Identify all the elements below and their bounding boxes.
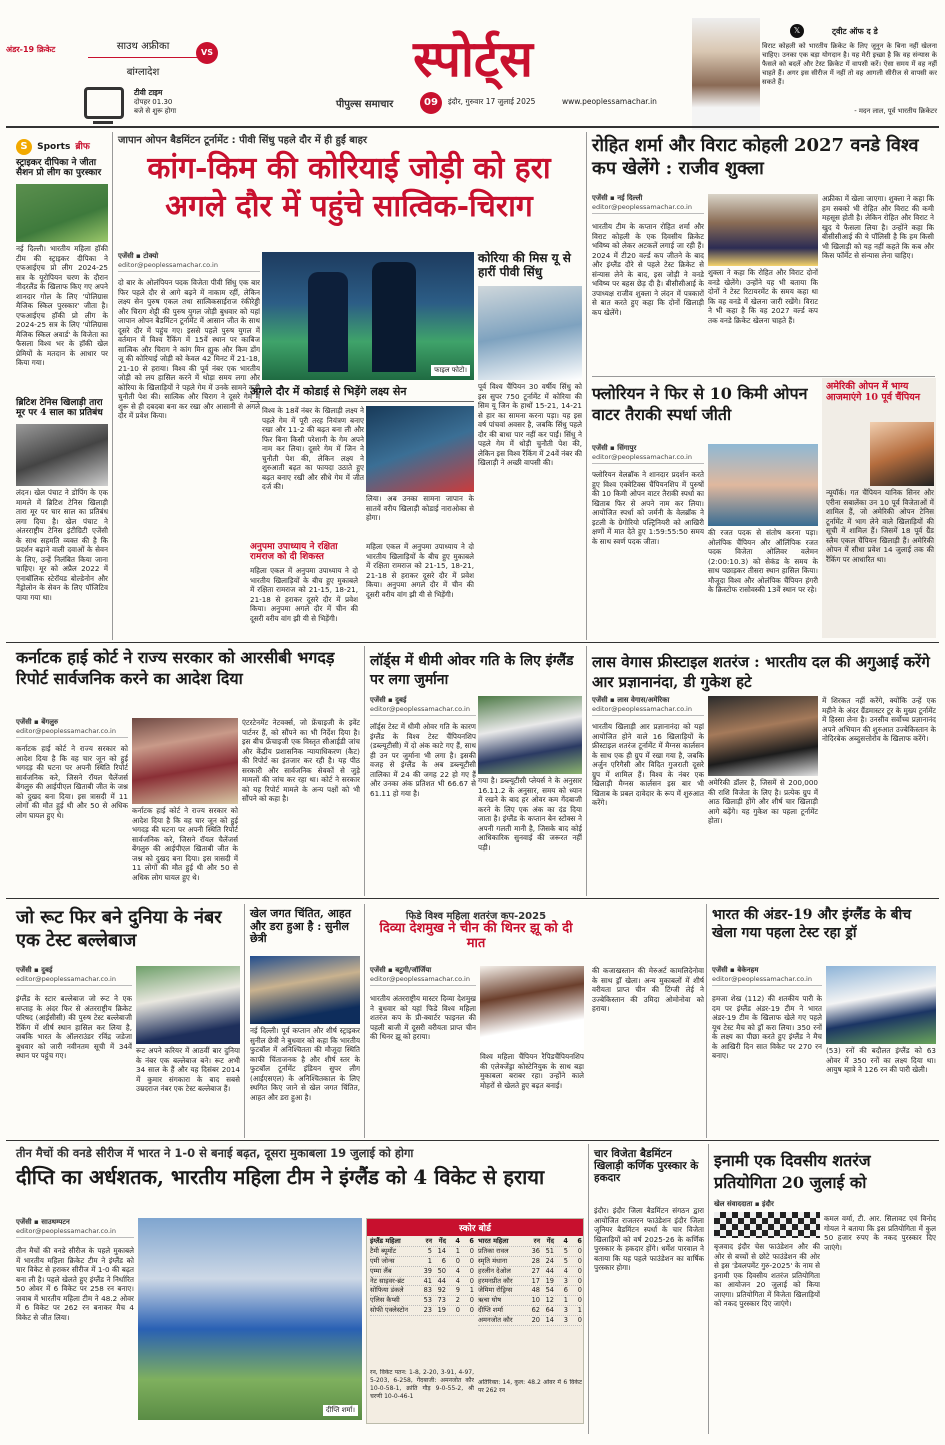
stat-cell: 1 (577, 1306, 582, 1315)
sindhu-photo (478, 286, 582, 380)
chess-email[interactable]: editor@peoplessamachar.co.in (592, 705, 704, 716)
karnik-body: इंदौर। इंदौर जिला बैडमिंटन संगठन द्वारा आयोजित राजतरन फाउंडेशन इंदौर जिला जूनियर बैडमिंटन स्पर्धा के चार विजेता खिलाड़ियों को वर्ष 2025-26 के कर्णिक पुरस्कार के हकदार होंगे। धर्मेश पारवाल ने बताया कि यह पहले फाउंडेशन का वार्षिक पुरस्कार होगा। (594, 1206, 704, 1272)
stat-cell: 0 (455, 1306, 460, 1315)
sindhu-headline: कोरिया की मिस यू से हारीं पीवी सिंधु (478, 251, 571, 279)
fixture-team2: बांग्लादेश (126, 67, 160, 78)
rajeev-shukla-photo (708, 194, 818, 266)
stat-cell: 24 (545, 1256, 554, 1265)
u19-team-photo (826, 966, 936, 1044)
brief2-body: लंदन। खेल पंचाट ने डोपिंग के एक मामले में ब्रिटिश टेनिस खिलाड़ी तारा मूर पर चार साल का प्रतिबंध लगा दिया है। खेल पंचाट ने अंतरराष्ट्रीय टेनिस इंटीग्रिटी एजेंसी के साथ सहमति व्यक्त की है कि प्रदर्शन बढ़ाने वाली दवाओं के सेवन के लिए, उन्हें निलंबित किया जाना चाहिए। मूर को अप्रैल 2022 में एनाबॉलिक स्टेरॉयड बोल्डेनोन और नैंड्रोलोन के सेवन के लिए पॉजिटिव पाया गया था। (16, 488, 108, 602)
x-logo-icon: 𝕏 (790, 24, 804, 38)
tweet-label: ट्वीट ऑफ द डे (832, 27, 878, 36)
brief-tag: Sports (37, 142, 71, 152)
indore-chess-byline: खेल संवाददाता (714, 1200, 753, 1208)
player-name: हरलीन देओल (478, 1266, 511, 1275)
stat-cell: 3 (563, 1276, 568, 1285)
stat-cell: रन (533, 1237, 540, 1245)
stat-cell: 0 (577, 1316, 582, 1325)
divya-kicker: फिडे विश्व महिला शतरंज कप-2025 (405, 911, 547, 922)
player-name: दीप्ति शर्मा (478, 1306, 503, 1315)
score-row (370, 1277, 474, 1287)
divya-body2: विश्व महिला चैंपियन रैपिडचैंपियनशिप की एलेक्जेंड्रा कोस्टेनियुक के साथ बड़ा मुकाबला बराबर रहा। उन्होंने काले मोहरों से खेलते हुए बढ़त बनाई। (480, 1052, 584, 1090)
divya-email[interactable]: editor@peoplessamachar.co.in (370, 975, 476, 986)
divya-deshmukh-photo (480, 966, 584, 1050)
florian-body: फ्लोरियन वेलब्रॉक ने शानदार प्रदर्शन करते हुए विश्व एक्वेटिक्स चैंपियनशिप में पुरुषों की 10 किमी ओपन वाटर तैराकी स्पर्धा का खिताब फिर से अपने नाम कर लिया। आयोजित स्पर्धा को जर्मनी के वेलब्रॉक ने इटली के ग्रेगोरियो पल्ट्रिनियरी को आखिरी क्षणों में मात देते हुए 1:59:55:50 समय के साथ स्वर्ण पदक जीता। (592, 470, 704, 546)
stat-cell: 83 (423, 1286, 432, 1295)
deepti-sharma-photo (138, 1218, 362, 1420)
deepti-byline: एजेंसी (16, 1218, 32, 1226)
score-row (478, 1286, 582, 1296)
col-divider (244, 904, 245, 1138)
karnataka-body2: एंटरटेनमेंट नेटवर्क्स, जो फ्रेंचाइजी के इवेंट पार्टनर हैं, को सौंपने का भी निर्देश दिया है। इस बीच फ्रेंचाइजी एक विस्तृत सीआईडी जांच और केंद्रीय प्रशासनिक न्यायाधिकरण (कैट) की रिपोर्ट का इंतजार कर रही है। यह पीठ सरकारी और सार्वजनिक सेवकों से जुड़े मामलों की जांच कर रहा था। कोर्ट ने सरकार को यह रिपोर्ट मामले के अन्य पक्षों को भी सौंपने को कहा है। (242, 718, 360, 803)
chess-byline-block: एजेंसी ▪ लास वेगास/अमेरिका editor@peoplessamachar.co.in (592, 696, 704, 719)
stat-cell: 4 (563, 1237, 568, 1245)
chhetri-body: नई दिल्ली। पूर्व कप्तान और शीर्ष स्ट्राइकर सुनील छेत्री ने बुधवार को कहा कि भारतीय फुटबॉल में अनिश्चितता की मौजूदा स्थिति काफी चिंताजनक है और शीर्ष स्तर के फुटबॉल टूर्नामेंट इंडियन सुपर लीग (आईएसएल) के अनिश्चितकाल के लिए स्थगित किए जाने से खेल जगत चिंतित, आहत और डरा हुआ है। (250, 1026, 360, 1102)
lakshya-body: विश्व के 18वें नंबर के खिलाड़ी लक्ष्य ने पहले गेम में पूरी तरह नियंत्रण बनाए रखा और 11-2 की बढ़त बना ली और फिर बिना किसी परेशानी के गेम अपने नाम कर लिया। दूसरे गेम में जिन ने चुनौती पेश की, लेकिन लक्ष्य ने शुरुआती बढ़त का फायदा उठाते हुए बढ़त बनाए रखी और सीधे गेम में जीत दर्ज की। (262, 406, 364, 491)
stat-cell: 3 (563, 1306, 568, 1315)
indore-chess-byline-block: खेल संवाददाता ▪ इंदौर (714, 1200, 774, 1208)
badminton-photo-credit: फाइल फोटो। (431, 365, 470, 376)
stat-cell: 0 (577, 1266, 582, 1275)
player-name: एमी जोन्स (370, 1256, 395, 1265)
score-header-row (478, 1237, 582, 1247)
indore-chess-headline: इनामी एक दिवसीय शतरंज प्रतियोगिता 20 जुलाई को (714, 1151, 871, 1192)
divya-byline: एजेंसी (370, 966, 386, 974)
stat-cell: 0 (469, 1296, 474, 1305)
player-name: स्मृति मंधाना (478, 1256, 508, 1265)
africa-body: न्यूयॉर्क। गत चैंपियन यानिक सिनर और एरीना सबालेंका उन 10 पूर्व विजेताओं में शामिल हैं, जो अमेरिकी ओपन टेनिस टूर्नामेंट में भाग लेने वाले खिलाड़ियों की सूची में शामिल हैं। जिसमें 18 पूर्व ग्रैंड स्लैम एकल चैंपियन खिलाड़ी हैं। अमेरिकी ओपन में सीधा प्रवेश 14 जुलाई तक की रैंकिंग पर आधारित था। (826, 488, 934, 564)
stat-cell: 0 (577, 1296, 582, 1305)
lakshya-sen-photo (366, 406, 474, 492)
africa-headline: अमेरिकी ओपन में भाग्य आजमाएंगे 10 पूर्व चैंपियन (826, 381, 920, 403)
tweet-box (762, 22, 937, 130)
score-row (478, 1257, 582, 1267)
florian-body2: की रजत पदक से संतोष करना पड़ा। ओलंपिक चैंपियन और ऑलिंपिक रजत पदक विजेता ओलिवर वलेमन (2:00:10.3) को सेकंड के समय के साथ पछाड़कर तीसरा स्थान हासिल किया। मौजूदा विश्व और ओलंपिक चैंपियन हंगरी के क्रिस्टोफ रासोवस्की 13वें स्थान पर रहे। (708, 528, 818, 594)
stat-cell: 12 (545, 1296, 554, 1305)
stat-cell: 9 (455, 1286, 460, 1295)
karnataka-email[interactable]: editor@peoplessamachar.co.in (16, 727, 128, 738)
score-row (478, 1267, 582, 1277)
col-divider (706, 904, 707, 1138)
karnik-headline: चार विजेता बैडमिंटन खिलाड़ी कर्णिक पुरस्कार के हकदार (594, 1148, 699, 1185)
brief-tag2: ब्रीफ (75, 142, 90, 152)
score-row (370, 1247, 474, 1257)
stat-cell: 50 (437, 1266, 446, 1275)
scoreboard-india (478, 1237, 582, 1326)
chess-body2: अमेरिकी डॉलर है, जिसमें से 200,000 की राशि विजेता के लिए है। प्रत्येक ग्रुप में आठ खिलाड़ी होंगे और शीर्ष चार खिलाड़ी आगे बढ़ेंगे। यह गुकेश का पहला टूर्नामेंट होता। (708, 778, 818, 825)
stat-cell: 0 (455, 1256, 460, 1265)
stat-cell: गेंद (438, 1237, 446, 1245)
chessboard-image (714, 1212, 820, 1238)
stat-cell: 0 (469, 1246, 474, 1255)
score-row (370, 1257, 474, 1267)
joe-root-photo (136, 966, 240, 1044)
stat-cell: 54 (545, 1286, 554, 1295)
badminton-place: टोक्यो (143, 252, 159, 260)
florian-headline: फ्लोरियन ने फिर से 10 किमी ओपन वाटर तैराकी स्पर्धा जीती (592, 384, 808, 424)
masthead-rule (6, 126, 939, 128)
stat-cell: 5 (427, 1246, 432, 1255)
player-name: भारत महिला (478, 1237, 509, 1245)
col-divider (588, 1144, 589, 1434)
badminton-headline: कांग-किम की कोरियाई जोड़ी को हरा अगले दौर में पहुंचे सात्विक-चिराग (147, 151, 551, 225)
karnataka-byline: एजेंसी (16, 718, 32, 726)
indore-chess-body2: कमल वर्मा, टी. आर. सिलावट एवं विनोद गोयल ने बताया कि इस प्रतियोगिता में कुल 50 हजार रुपए के नकद पुरस्कार दिए जाएंगे। (824, 1214, 936, 1252)
lakshya-headline: अगले दौर में कोडाई से भिड़ेंगे लक्ष्य सेन (250, 386, 474, 402)
score-row (478, 1316, 582, 1326)
stat-cell: 36 (531, 1246, 540, 1255)
stat-cell: 6 (469, 1237, 474, 1245)
stat-cell: 14 (437, 1246, 446, 1255)
stat-cell: 6 (577, 1237, 582, 1245)
tv-label: टीवी टाइम (134, 88, 163, 97)
florian-byline: एजेंसी (592, 444, 608, 452)
stat-cell: 39 (423, 1266, 432, 1275)
u19-byline-block: एजेंसी ▪ बेकेनहम editor@peoplessamachar.co.in (712, 966, 822, 989)
masthead-title: स्पोर्ट्स (413, 29, 533, 88)
fixture-box (6, 34, 306, 129)
stat-cell: 4 (455, 1266, 460, 1275)
lords-body: लॉर्ड्स टेस्ट में धीमी ओवर गति के कारण इंग्लैंड के विश्व टेस्ट चैंपियनशिप (डब्ल्यूटीसी) में दो अंक काटे गए हैं, साथ ही उन पर जुर्माना भी लगा है। इसकी वजह से इंग्लैंड के अब डब्ल्यूटीसी तालिका में 24 की जगह 22 हो गए हैं और उनका अंक प्रतिशत भी 66.67 से 61.11 हो गया है। (370, 722, 476, 798)
rohit-body: भारतीय टीम के कप्तान रोहित शर्मा और विराट कोहली के एक दिवसीय क्रिकेट भविष्य को लेकर अटकलें लगाई जा रही हैं। 2024 में टी20 वर्ल्ड कप जीतने के बाद और इंग्लैंड दौरे से पहले टेस्ट क्रिकेट से संन्यास लेने के बाद, इस जोड़ी ने वनडे भविष्य पर बहस छेड़ दी है। बीसीसीआई के उपाध्यक्ष राजीव शुक्ला ने लंदन में पत्रकारों से बात करते हुए कहा कि दोनों खिलाड़ी कप खेलेंगे। (592, 222, 704, 317)
rohit-byline: एजेंसी (592, 194, 608, 202)
divya-body3: की कजाखस्तान की मेरुअर्ट कामलिदेनोवा के साथ ड्रॉ खेला। अन्य मुकाबलों में शीर्ष वरीयता प्राप्त चीन की टिंग्जी लेई ने उज्बेकिस्तान की उमिदा ओमोनोवा को हराया। (592, 966, 704, 1013)
florian-byline-block: एजेंसी ▪ सिंगापुर editor@peoplessamachar.co.in (592, 444, 704, 467)
root-place: दुबई (41, 966, 53, 974)
tara-moore-photo (16, 424, 108, 486)
stat-cell: 62 (531, 1306, 540, 1315)
stat-cell: गेंद (546, 1237, 554, 1245)
score-row (478, 1296, 582, 1306)
brief-headline: स्ट्राइकर दीपिका ने जीता सैशन प्रो लीग का पुरस्कार (16, 158, 102, 179)
karnataka-place: बेंगलुरु (41, 718, 59, 726)
player-name: नेट साइवर-ब्रंट (370, 1276, 405, 1285)
paper-name: पीपुल्स समाचार (336, 99, 394, 110)
lords-email[interactable]: editor@peoplessamachar.co.in (370, 705, 476, 716)
stat-cell: 10 (531, 1296, 540, 1305)
chess-place: लास वेगास/अमेरिका (617, 696, 670, 704)
col-divider (364, 904, 365, 1138)
u19-body: हमजा शेख (112) की शतकीय पारी के दम पर इंग्लैंड अंडर-19 टीम ने भारत अंडर-19 टीम के खिलाफ खेले गए पहले यूथ टेस्ट मैच को ड्रॉ करा लिया। 350 रनों के लक्ष्य का पीछा करते हुए इंग्लैंड ने मैच के आखिरी दिन सात विकेट पर 270 रन बनाए। (712, 994, 822, 1060)
deepti-place: साउथम्पटन (41, 1218, 70, 1226)
stat-cell: 2 (455, 1296, 460, 1305)
stat-cell: 6 (441, 1256, 446, 1265)
col-divider (364, 646, 365, 896)
sports-s-icon: S (16, 139, 32, 155)
stat-cell: 19 (545, 1276, 554, 1285)
stat-cell: 1 (455, 1246, 460, 1255)
player-name: सोफिया डंकले (370, 1286, 404, 1295)
karnataka-body: कर्नाटक हाई कोर्ट ने राज्य सरकार को आदेश दिया है कि वह चार जून को हुई भगदड़ की घटना पर अपनी स्थिति रिपोर्ट सार्वजनिक करे, जिसने रॉयल चैलेंजर्स बेंगलुरु की आईपीएल खिताबी जीत के जश्न को दुखद बना दिया। इस त्रासदी में 11 लोगों की मौत हुई थी और 50 से अधिक लोग घायल हुए थे। (16, 744, 128, 820)
stat-cell: 0 (469, 1256, 474, 1265)
stat-cell: 0 (577, 1286, 582, 1295)
rohit-headline: रोहित शर्मा और विराट कोहली 2027 वनडे विश्व कप खेलेंगे : राजीव शुक्ला (592, 135, 919, 180)
stat-cell: 20 (531, 1316, 540, 1325)
score-row (370, 1306, 474, 1316)
stat-cell: 44 (437, 1276, 446, 1285)
divya-place: बटुमी/जॉर्जिया (395, 966, 432, 974)
anupama-headline: अनुपमा उपाध्याय ने रक्षिता रामराज को दी शिकस्त (250, 542, 338, 563)
root-email[interactable]: editor@peoplessamachar.co.in (16, 975, 132, 986)
stat-cell: 1 (469, 1286, 474, 1295)
stat-cell: 5 (563, 1256, 568, 1265)
tweet-author: - मदन लाल, पूर्व भारतीय क्रिकेटर (854, 107, 937, 115)
stat-cell: 1 (427, 1256, 432, 1265)
scoreboard-right-extra: अतिरिक्त: 14, कुल: 48.2 ओवर में 6 विकेट पर 262 रन (478, 1379, 582, 1394)
tweet-text: विराट कोहली को भारतीय क्रिकेट के लिए जूनून के बिना नहीं खेलना चाहिए। उनका एक बड़ा योगदान है। यह मेरी इच्छा है कि वह संन्यास के फैसले को बदलें और टेस्ट क्रिकेट में वापसी करें। ऐसा समय में वह नहीं चाहते हैं। अगर इस सीरीज में नहीं तो वह आगली सीरीज से वापसी कर सकते हैं। (762, 42, 937, 86)
chess-headline: लास वेगास फ्रीस्टाइल शतरंज : भारतीय दल की अगुआई करेंगे आर प्रज्ञानानंदा, डी गुकेश हटे (592, 653, 930, 692)
stat-cell: 0 (469, 1266, 474, 1275)
lords-body2: गया है। डब्ल्यूटीसी प्लेयर्स ने के अनुसार 16.11.2 के अनुसार, समय को ध्यान में रखने के बाद हर ओवर कम गेंदबाजी करने के लिए एक अंक का दंड दिया जाता है। इंग्लैंड के कप्तान बेन स्टोक्स ने अपनी गलती मानी है, जिसके बाद कोई आधिकारिक सुनवाई की जरूरत नहीं पड़ी। (478, 776, 582, 852)
col-divider (586, 132, 587, 640)
player-name: ऋचा घोष (478, 1296, 502, 1305)
indore-chess-place: इंदौर (762, 1200, 774, 1208)
chess-body3: में शिरकत नहीं करेंगे, क्योंकि उन्हें एक महीने के अंदर ग्रैंडमास्टर टूर के मुख्य टूर्नामेंट में हिस्सा लेना है। उनसीव सर्वोच्च प्रज्ञानानंद अपने अभियान की शुरुआत उज्बेकिस्तान के नोदिरबेक अब्दुसत्तोरोव के खिलाफ करेंगे। (822, 696, 936, 743)
stat-cell: रन (425, 1237, 432, 1245)
badminton-kicker: जापान ओपन बैडमिंटन टूर्नामेंट : पीवी सिंधु पहले दौर में ही हुईं बाहर (118, 135, 367, 146)
chess-body: भारतीय खिलाड़ी आर प्रज्ञानानंदा को यहां आयोजित होने वाले 16 खिलाड़ियों के फ्रीस्टाइल शतरंज टूर्नामेंट में मैग्नस कार्लसन के साथ एक ही ग्रुप में रखा गया है, जबकि अर्जुन एरिगैसी और विदित गुजराती दूसरे ग्रुप में शामिल हैं। विश्व के नंबर एक खिलाड़ी मैग्नस कार्लसन इस बार भी खिताब के प्रबल दावेदार के रूप में शुरुआत करेंगे। (592, 722, 704, 807)
england-team-photo (478, 696, 582, 774)
tv-icon (84, 87, 124, 119)
score-header-row (370, 1237, 474, 1247)
florian-place: सिंगापुर (617, 444, 637, 452)
deepti-byline-block: एजेंसी ▪ साउथम्पटन editor@peoplessamachar.co.in (16, 1218, 134, 1241)
stat-cell: 0 (469, 1306, 474, 1315)
score-row (370, 1296, 474, 1306)
scoreboard (366, 1218, 584, 1424)
player-name: टैमी ब्यूमोंट (370, 1246, 397, 1255)
tv-time2: बजे से शुरू होगा (134, 107, 177, 115)
u19-byline: एजेंसी (712, 966, 728, 974)
stat-cell: 14 (545, 1316, 554, 1325)
badminton-byline-block: एजेंसी ▪ टोक्यो editor@peoplessamachar.co.in (118, 252, 260, 275)
stat-cell: 4 (455, 1237, 460, 1245)
player-name: प्रतिका रावल (478, 1246, 509, 1255)
root-byline-block: एजेंसी ▪ दुबई editor@peoplessamachar.co.in (16, 966, 132, 989)
stampede-photo (132, 718, 238, 804)
stat-cell: 53 (423, 1296, 432, 1305)
stat-cell: 17 (531, 1276, 540, 1285)
stat-cell: 19 (437, 1306, 446, 1315)
lords-byline: एजेंसी (370, 696, 386, 704)
stat-cell: 48 (531, 1286, 540, 1295)
score-row (370, 1267, 474, 1277)
section-rule (6, 642, 939, 643)
africa-sidebar (822, 378, 936, 638)
indore-chess-body: बृजवाद इंदौर चेस फाउंडेशन और की ओर से बच्चों से छोटे फाउंडेशन की ओर से इस 'डेवलपमेंट गुरु-2025' के नाम से इनामी एक दिवसीय शतरंज प्रतियोगिता का आयोजन 20 जुलाई को किया जाएगा। प्रतियोगिता में विजेता खिलाड़ियों को नकद पुरस्कार दिए जाएंगे। (714, 1242, 820, 1308)
stat-cell: 73 (437, 1296, 446, 1305)
col-divider (708, 1144, 709, 1434)
root-headline: जो रूट फिर बने दुनिया के नंबर एक टेस्ट बल्लेबाज (16, 907, 222, 952)
stat-cell: 6 (563, 1286, 568, 1295)
player-name: जेमिमा रोड्रिग्स (478, 1286, 513, 1295)
brief-body: नई दिल्ली। भारतीय महिला हॉकी टीम की स्ट्राइकर दीपिका ने एफआईएच प्रो लीग 2024-25 सत्र के यूरोपियन चरण के दौरान नीदरलैंड के खिलाफ किए गए अपने शानदार गोल के लिए 'पोलिग्रास मैजिक स्किल पुरस्कार' जीता है। एफआईएच हॉकी प्रो लीग के 2024-25 सत्र के लिए 'पोलिग्रास मैजिक स्किल अवार्ड' के विजेता का फैसला विश्व भर के हॉकी खेल प्रेमियों के मतदान के आधार पर किया गया। (16, 244, 108, 367)
karnataka-byline-block: एजेंसी ▪ बेंगलुरु editor@peoplessamachar.co.in (16, 718, 128, 741)
col-divider (112, 132, 113, 640)
scoreboard-title: स्कोर बोर्ड (367, 1219, 583, 1236)
player-name: हरमनप्रीत कौर (478, 1276, 513, 1285)
rohit-email[interactable]: editor@peoplessamachar.co.in (592, 203, 704, 214)
stat-cell: 44 (545, 1266, 554, 1275)
deepika-photo (16, 184, 108, 242)
divya-body: भारतीय अंतरराष्ट्रीय मास्टर दिव्या देशमुख ने बुधवार को यहां फिडे विश्व महिला शतरंज कप के प्री-क्वार्टर फाइनल की पहली बाजी में दूसरी वरीयता प्राप्त चीन की थिनर झू को हराया। (370, 994, 476, 1041)
divya-byline-block: एजेंसी ▪ बटुमी/जॉर्जिया editor@peoplessamachar.co.in (370, 966, 476, 989)
stat-cell: 4 (563, 1266, 568, 1275)
fixture-label: अंडर-19 क्रिकेट (6, 45, 56, 54)
stat-cell: 27 (531, 1266, 540, 1275)
score-row (478, 1306, 582, 1316)
u19-body2: (53) रनों की बदौलत इंग्लैंड को 63 ओवर में 350 रनों का लक्ष्य दिया था। आयुष म्हात्रे ने 126 रन की पारी खेली। (826, 1046, 936, 1074)
chhetri-headline: खेल जगत चिंतित, आहत और डरा हुआ है : सुनील छेत्री (250, 907, 351, 946)
section-rule (6, 1140, 939, 1141)
badminton-byline: एजेंसी (118, 252, 134, 260)
stat-cell: 0 (469, 1276, 474, 1285)
root-body2: रूट अपने करियर में आठवीं बार दुनिया के नंबर एक बल्लेबाज बने। रूट अभी 34 साल के हैं और यह दिसंबर 2014 में कुमार संगकारा के बाद सबसे उम्रदराज नंबर एक टेस्ट बल्लेबाज हैं। (136, 1046, 240, 1093)
deepti-email[interactable]: editor@peoplessamachar.co.in (16, 1227, 134, 1238)
karnataka-headline: कर्नाटक हाई कोर्ट ने राज्य सरकार को आरसीबी भगदड़ रिपोर्ट सार्वजनिक करने का आदेश दिया (16, 648, 335, 688)
score-row (478, 1247, 582, 1257)
stat-cell: 1 (563, 1296, 568, 1305)
stat-cell: 0 (577, 1276, 582, 1285)
score-row (370, 1286, 474, 1296)
vs-badge: VS (196, 42, 218, 64)
sinner-photo (870, 422, 934, 486)
u19-place: बेकेनहम (737, 966, 759, 974)
deepti-photo-credit: दीप्ति शर्मा। (323, 1405, 358, 1416)
stat-cell: 28 (531, 1256, 540, 1265)
deepti-kicker: तीन मैचों की वनडे सीरीज में भारत ने 1-0 से बनाई बढ़त, दूसरा मुकाबला 19 जुलाई को होगा (16, 1146, 414, 1160)
website[interactable]: www.peoplessamachar.in (562, 97, 657, 106)
divya-headline: दिव्या देशमुख ने चीन की थिनर झू को दी मात (379, 921, 573, 951)
brief2-headline: ब्रिटिश टेनिस खिलाड़ी तारा मूर पर 4 साल का प्रतिबंध (16, 398, 103, 419)
stat-cell: 3 (563, 1316, 568, 1325)
stat-cell: 41 (423, 1276, 432, 1285)
madan-lal-photo (692, 18, 760, 130)
badminton-body: दो बार के ओलंपियन पदक विजेता पीवी सिंधु एक बार फिर पहले दौर से आगे बढ़ने में नाकाम रहीं, लेकिन लक्ष्य सेन पुरुष एकल तथा सात्विकसाईराज रंकीरेड्डी और चिराग शेट्टी की पुरुष युगल जोड़ी बुधवार को यहां जापान ओपन बैडमिंटन टूर्नामेंट में आसान जीत के साथ दूसरे दौर में पहुंच गए। इससे पहले पुरुष युगल में वर्तमान में विश्व रैंकिंग में 15वें स्थान पर काबिज सात्विक और चिराग ने कांग मिन ह्युक और किम डोंग जू की कोरियाई जोड़ी को केवल 42 मिनट में 21-18, 21-10 से हराया। विश्व की पूर्व नंबर एक भारतीय जोड़ी को लय हासिल करने में थोड़ा समय लगा और कोरिया के खिलाड़ियों ने पहले गेम में उनके सामने कड़ी चुनौती पेश की। सात्विक और चिराग ने दूसरे गेम में शुरू से ही दबदबा बना कर रखा और आसानी से अगले दौर में प्रवेश किया। (118, 278, 260, 420)
stat-cell: 92 (437, 1286, 446, 1295)
page-number: 09 (420, 92, 442, 114)
florian-photo (708, 444, 818, 526)
player-name: इंग्लैंड महिला (370, 1237, 401, 1245)
root-body: इंग्लैंड के स्टार बल्लेबाज जो रूट ने एक सप्ताह के अंदर फिर से अंतरराष्ट्रीय क्रिकेट परिषद (आईसीसी) की पुरुष टेस्ट बल्लेबाजी रैंकिंग में शीर्ष स्थान हासिल कर लिया है, जबकि भारत के ऑलराउंडर रविंद्र जडेजा बुधवार को जारी नवीनतम सूची में 34वें स्थान पर पहुंच गए। (16, 994, 132, 1060)
fixture-team1: साउथ अफ्रीका (88, 34, 198, 58)
stat-cell: 4 (455, 1276, 460, 1285)
section-rule (592, 376, 935, 377)
lakshya-body2: लिया। अब उनका सामना जापान के सातवें वरीय खिलाड़ी कोडाई नाराओका से होगा। (366, 494, 474, 522)
rohit-byline-block: एजेंसी ▪ नई दिल्ली editor@peoplessamachar.co.in (592, 194, 704, 217)
deepti-body: तीन मैचों की वनडे सीरीज के पहले मुकाबले में भारतीय महिला क्रिकेट टीम ने इंग्लैंड को चार विकेट से हराकर सीरीज में 1-0 की बढ़त बना ली है। पहले खेलते हुए इंग्लैंड ने निर्धारित 50 ओवर में 6 विकेट पर 258 रन बनाए। जवाब में भारतीय महिला टीम ने 48.2 ओवर में 6 विकेट पर 262 रन बनाकर मैच 4 विकेट से जीत लिया। (16, 1246, 134, 1322)
rohit-body2: शुक्ला ने कहा कि रोहित और विराट दोनों वनडे खेलेंगे। उन्होंने यह भी बताया कि दोनों ने टेस्ट रिटायरमेंट के समय कहा था कि वह वनडे में खेलना जारी रखेंगे। विराट ने भी कहा है कि वह 2027 वर्ल्ड कप तक वनडे क्रिकेट खेलना चाहते हैं। (708, 268, 818, 325)
chess-byline: एजेंसी (592, 696, 608, 704)
player-name: एलिस कैप्सी (370, 1296, 400, 1305)
stat-cell: 23 (423, 1306, 432, 1315)
satwik-chirag-photo (262, 252, 474, 380)
col-divider (586, 646, 587, 896)
player-name: अमनजोत कौर (478, 1316, 513, 1325)
dateline: इंदौर, गुरुवार 17 जुलाई 2025 (448, 97, 536, 106)
florian-email[interactable]: editor@peoplessamachar.co.in (592, 453, 704, 464)
tv-time: दोपहर 01.30 (134, 98, 173, 106)
stat-cell: 0 (577, 1256, 582, 1265)
lords-headline: लॉर्ड्स में धीमी ओवर गति के लिए इंग्लैंड पर लगा जुर्माना (370, 653, 574, 688)
stat-cell: 5 (563, 1246, 568, 1255)
anupama-body: महिला एकल में अनुपमा उपाध्याय ने दो भारतीय खिलाड़ियों के बीच हुए मुकाबले में रक्षिता रामराज को 21-15, 18-21, 21-18 से हराकर दूसरे दौर में प्रवेश किया। अनुपमा अगले दौर में चीन की दूसरी वरीय वांग झी यी से भिड़ेंगी। (250, 566, 358, 623)
badminton-body-cont: महिला एकल में अनुपमा उपाध्याय ने दो भारतीय खिलाड़ियों के बीच हुए मुकाबले में रक्षिता रामराज को 21-15, 18-21, 21-18 से हराकर दूसरे दौर में प्रवेश किया। अनुपमा अगले दौर में चीन की दूसरी वरीय वांग झी यी से भिड़ेंगी। (366, 542, 474, 599)
deepti-headline: दीप्ति का अर्धशतक, भारतीय महिला टीम ने इंग्लैंड को 4 विकेट से हराया (16, 1165, 545, 1189)
score-row (478, 1277, 582, 1287)
stat-cell: 64 (545, 1306, 554, 1315)
rohit-body3: अफ्रीका में खेला जाएगा। शुक्ला ने कहा कि हम सबको भी रोहित और विराट की कमी महसूस होती है। लेकिन रोहित और विराट ने खुद ये फैसला लिया है। उन्होंने कहा कि बीसीसीआई की ये पॉलिसी है कि हम किसी भी खिलाड़ी को यह नहीं कहते कि कब और किस फॉर्मेट से संन्यास लेना चाहिए। (822, 194, 934, 260)
praggnanandhaa-photo (708, 696, 818, 776)
badminton-email[interactable]: editor@peoplessamachar.co.in (118, 261, 260, 272)
lords-place: दुबई (395, 696, 407, 704)
scoreboard-left-extra: रन, विकेट पतन: 1-8, 2-20, 3-91, 4-97, 5-203, 6-258, गेंदबाजी: अमनजोत कौर 10-0-58-1, क्रांति गौड़ 9-0-55-2, श्री चरणी 10-0-46-1 (370, 1369, 474, 1400)
player-name: सोफी एक्लेस्टोन (370, 1306, 409, 1315)
brief-header (16, 134, 108, 182)
section-rule (6, 898, 939, 899)
karnataka-body-cont: कर्नाटक हाई कोर्ट ने राज्य सरकार को आदेश दिया है कि वह चार जून को हुई भगदड़ की घटना पर अपनी स्थिति रिपोर्ट सार्वजनिक करे, जिसने रॉयल चैलेंजर्स बेंगलुरु की आईपीएल खिताबी जीत के जश्न को दुखद बना दिया। इस त्रासदी में 11 लोगों की मौत हुई थी और 50 से अधिक लोग घायल हुए थे। (132, 806, 238, 882)
scoreboard-england (370, 1237, 474, 1316)
stat-cell: 0 (577, 1246, 582, 1255)
player-name: एम्मा लैंब (370, 1266, 392, 1275)
chhetri-photo (250, 956, 360, 1024)
sindhu-body: पूर्व विश्व चैंपियन 30 वर्षीय सिंधु को इस सुपर 750 टूर्नामेंट में कोरिया की सिम यू जिन के हाथों 15-21, 14-21 से हार का सामना करना पड़ा। यह इस वर्ष पांचवां अवसर है, जबकि सिंधु पहले दौर की बाधा पार नहीं कर पाईं। सिंधु ने पहले गेम में थोड़ी चुनौती पेश की, लेकिन इस विश्व रैंकिंग में 24वें नंबर की खिलाड़ी ने अच्छी वापसी की। (478, 382, 582, 467)
lords-byline-block: एजेंसी ▪ दुबई editor@peoplessamachar.co.in (370, 696, 476, 719)
root-byline: एजेंसी (16, 966, 32, 974)
u19-headline: भारत की अंडर-19 और इंग्लैंड के बीच खेला गया पहला टेस्ट रहा ड्रॉ (712, 907, 912, 942)
u19-email[interactable]: editor@peoplessamachar.co.in (712, 975, 822, 986)
rohit-place: नई दिल्ली (617, 194, 643, 202)
stat-cell: 51 (545, 1246, 554, 1255)
